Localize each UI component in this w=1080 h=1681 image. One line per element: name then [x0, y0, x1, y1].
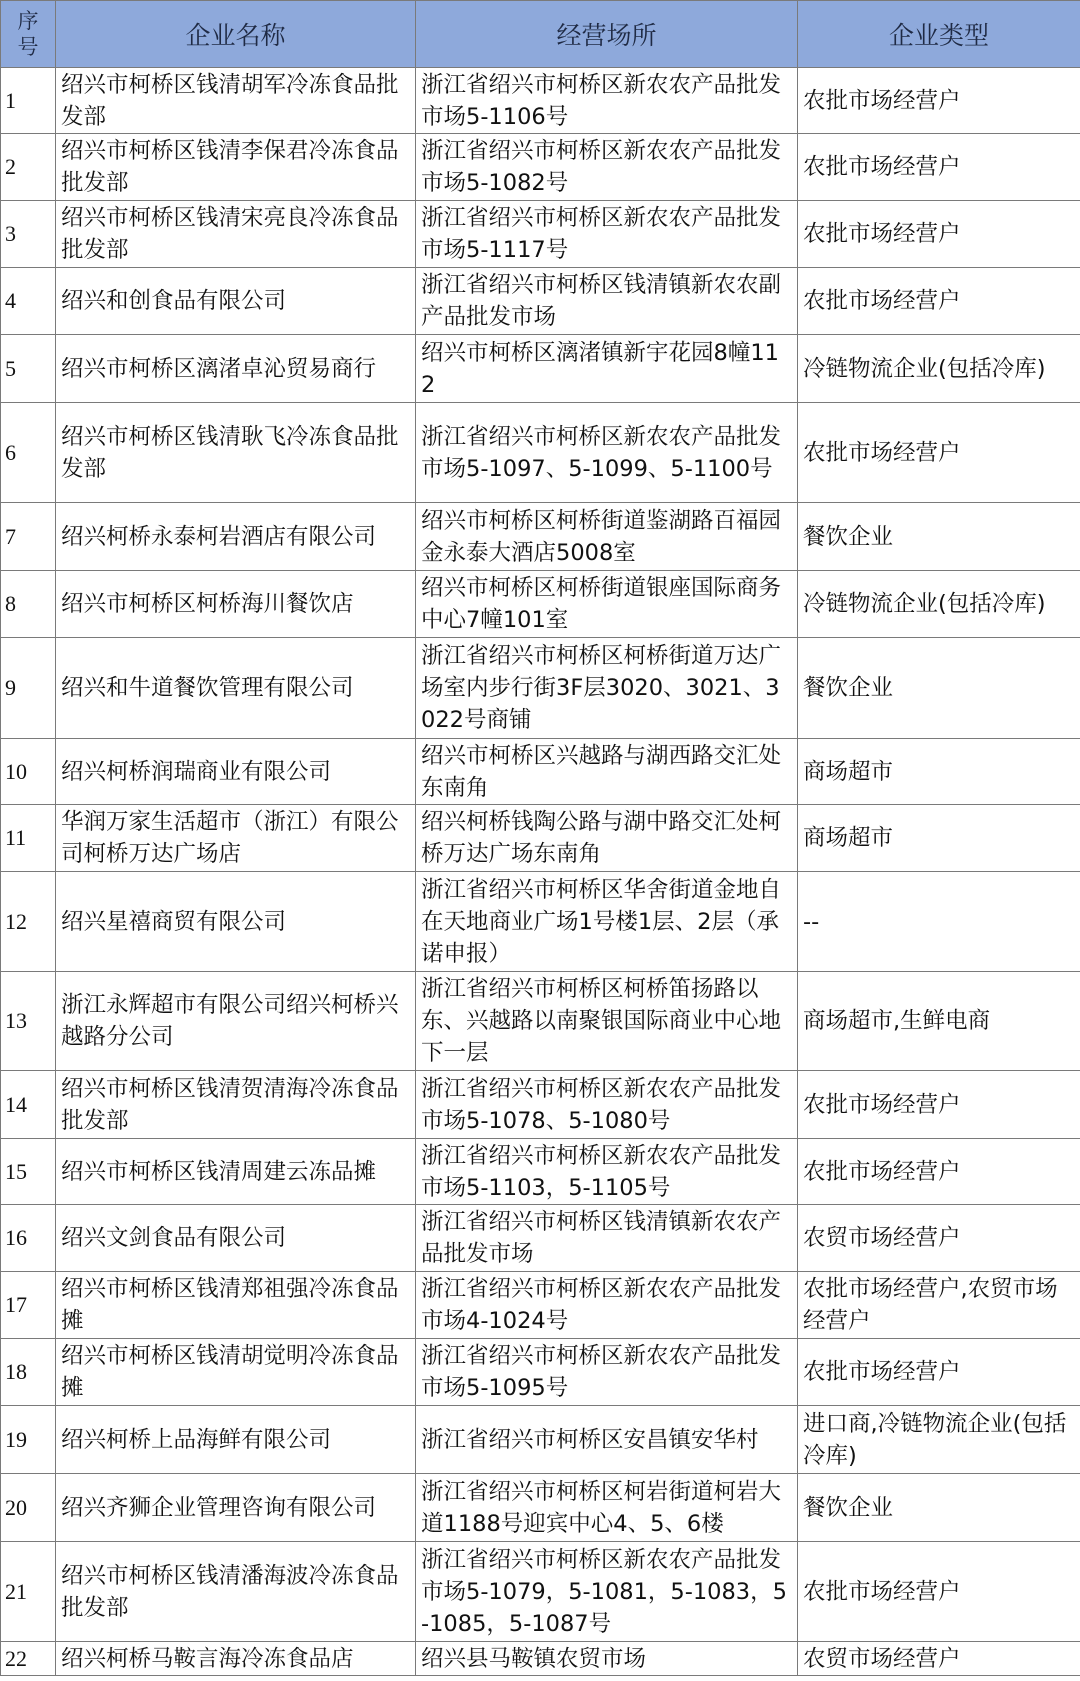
row-index: 4 — [1, 268, 56, 335]
table-row — [1, 805, 1080, 872]
row-company-name: 绍兴文剑食品有限公司 — [56, 1205, 416, 1272]
row-company-type: 商场超市,生鲜电商 — [798, 972, 1080, 1071]
row-business-address: 绍兴县马鞍镇农贸市场 — [416, 1642, 798, 1676]
row-company-type: 商场超市 — [798, 739, 1080, 805]
row-index: 6 — [1, 403, 56, 503]
table-row — [1, 1406, 1080, 1474]
row-index: 3 — [1, 201, 56, 268]
table-row — [1, 571, 1080, 638]
row-company-name: 绍兴齐狮企业管理咨询有限公司 — [56, 1474, 416, 1542]
row-index: 11 — [1, 805, 56, 872]
row-company-name: 绍兴市柯桥区漓渚卓沁贸易商行 — [56, 335, 416, 403]
row-index: 12 — [1, 872, 56, 972]
row-company-type: 农批市场经营户 — [798, 201, 1080, 268]
table-header — [1, 1, 1080, 68]
row-business-address: 浙江省绍兴市柯桥区新农农产品批发市场5-1095号 — [416, 1339, 798, 1406]
row-index: 10 — [1, 739, 56, 805]
row-company-type: 餐饮企业 — [798, 638, 1080, 739]
row-company-name: 绍兴市柯桥区钱清潘海波冷冻食品批发部 — [56, 1542, 416, 1642]
row-index: 14 — [1, 1071, 56, 1139]
row-company-name: 绍兴市柯桥区钱清李保君冷冻食品批发部 — [56, 134, 416, 201]
table-row — [1, 1339, 1080, 1406]
row-company-type: 进口商,冷链物流企业(包括冷库) — [798, 1406, 1080, 1474]
row-business-address: 浙江省绍兴市柯桥区新农农产品批发市场5-1103，5-1105号 — [416, 1139, 798, 1205]
row-business-address: 浙江省绍兴市柯桥区柯桥笛扬路以东、兴越路以南聚银国际商业中心地下一层 — [416, 972, 798, 1071]
row-business-address: 浙江省绍兴市柯桥区华舍街道金地自在天地商业广场1号楼1层、2层（承诺申报） — [416, 872, 798, 972]
row-index: 2 — [1, 134, 56, 201]
row-business-address: 绍兴市柯桥区漓渚镇新宇花园8幢112 — [416, 335, 798, 403]
row-company-name: 绍兴市柯桥区钱清郑祖强冷冻食品摊 — [56, 1272, 416, 1339]
table-row — [1, 1474, 1080, 1542]
row-company-type: 农贸市场经营户 — [798, 1205, 1080, 1272]
row-company-name: 绍兴市柯桥区钱清宋亮良冷冻食品批发部 — [56, 201, 416, 268]
row-company-type: 餐饮企业 — [798, 503, 1080, 571]
table-row — [1, 68, 1080, 134]
row-company-name: 绍兴市柯桥区钱清胡军冷冻食品批发部 — [56, 68, 416, 134]
row-business-address: 绍兴市柯桥区柯桥街道鉴湖路百福园金永泰大酒店5008室 — [416, 503, 798, 571]
row-company-name: 绍兴柯桥马鞍言海冷冻食品店 — [56, 1642, 416, 1676]
table-row — [1, 503, 1080, 571]
row-company-type: 餐饮企业 — [798, 1474, 1080, 1542]
row-company-type: 农批市场经营户 — [798, 68, 1080, 134]
table-row — [1, 268, 1080, 335]
row-company-name: 绍兴和牛道餐饮管理有限公司 — [56, 638, 416, 739]
row-company-name: 绍兴柯桥上品海鲜有限公司 — [56, 1406, 416, 1474]
row-business-address: 浙江省绍兴市柯桥区安昌镇安华村 — [416, 1406, 798, 1474]
row-business-address: 浙江省绍兴市柯桥区新农农产品批发市场5-1082号 — [416, 134, 798, 201]
row-index: 7 — [1, 503, 56, 571]
row-business-address: 浙江省绍兴市柯桥区新农农产品批发市场5-1117号 — [416, 201, 798, 268]
table-row — [1, 335, 1080, 403]
row-company-type: 农贸市场经营户 — [798, 1642, 1080, 1676]
row-index: 21 — [1, 1542, 56, 1642]
row-company-type: 商场超市 — [798, 805, 1080, 872]
row-business-address: 浙江省绍兴市柯桥区钱清镇新农农副产品批发市场 — [416, 268, 798, 335]
table-row — [1, 739, 1080, 805]
row-company-type: 农批市场经营户,农贸市场经营户 — [798, 1272, 1080, 1339]
row-company-type: 农批市场经营户 — [798, 403, 1080, 503]
table-row — [1, 1071, 1080, 1139]
row-company-name: 绍兴柯桥永泰柯岩酒店有限公司 — [56, 503, 416, 571]
row-company-type: 农批市场经营户 — [798, 1139, 1080, 1205]
row-company-type: 冷链物流企业(包括冷库) — [798, 571, 1080, 638]
row-business-address: 浙江省绍兴市柯桥区新农农产品批发市场4-1024号 — [416, 1272, 798, 1339]
row-index: 9 — [1, 638, 56, 739]
row-company-type: 农批市场经营户 — [798, 134, 1080, 201]
row-company-name: 绍兴和创食品有限公司 — [56, 268, 416, 335]
table-row — [1, 403, 1080, 503]
row-index: 18 — [1, 1339, 56, 1406]
row-company-name: 绍兴星禧商贸有限公司 — [56, 872, 416, 972]
table-row — [1, 1272, 1080, 1339]
row-index: 1 — [1, 68, 56, 134]
row-index: 19 — [1, 1406, 56, 1474]
row-company-name: 绍兴市柯桥区钱清周建云冻品摊 — [56, 1139, 416, 1205]
row-index: 16 — [1, 1205, 56, 1272]
row-business-address: 绍兴市柯桥区柯桥街道银座国际商务中心7幢101室 — [416, 571, 798, 638]
table-row — [1, 1139, 1080, 1205]
table-row — [1, 972, 1080, 1071]
row-company-name: 绍兴市柯桥区钱清贺清海冷冻食品批发部 — [56, 1071, 416, 1139]
row-index: 15 — [1, 1139, 56, 1205]
header-business-address: 经营场所 — [416, 1, 798, 68]
header-company-type: 企业类型 — [798, 1, 1080, 68]
row-business-address: 浙江省绍兴市柯桥区新农农产品批发市场5-1106号 — [416, 68, 798, 134]
row-business-address: 浙江省绍兴市柯桥区柯岩街道柯岩大道1188号迎宾中心4、5、6楼 — [416, 1474, 798, 1542]
row-index: 13 — [1, 972, 56, 1071]
header-row — [1, 1, 1080, 68]
row-company-type: 农批市场经营户 — [798, 1071, 1080, 1139]
table-row — [1, 638, 1080, 739]
table-row — [1, 1205, 1080, 1272]
row-business-address: 绍兴市柯桥区兴越路与湖西路交汇处东南角 — [416, 739, 798, 805]
row-company-name: 绍兴市柯桥区钱清胡觉明冷冻食品摊 — [56, 1339, 416, 1406]
row-company-name: 绍兴柯桥润瑞商业有限公司 — [56, 739, 416, 805]
row-business-address: 浙江省绍兴市柯桥区柯桥街道万达广场室内步行街3F层3020、3021、3022号商铺 — [416, 638, 798, 739]
row-company-name: 绍兴市柯桥区柯桥海川餐饮店 — [56, 571, 416, 638]
table-body — [1, 68, 1080, 1676]
row-index: 17 — [1, 1272, 56, 1339]
table-row — [1, 1642, 1080, 1676]
row-company-type: 农批市场经营户 — [798, 1542, 1080, 1642]
row-business-address: 浙江省绍兴市柯桥区新农农产品批发市场5-1079，5-1081，5-1083，5-1085，5-1087号 — [416, 1542, 798, 1642]
row-company-type: 冷链物流企业(包括冷库) — [798, 335, 1080, 403]
row-company-name: 绍兴市柯桥区钱清耿飞冷冻食品批发部 — [56, 403, 416, 503]
table-row — [1, 1542, 1080, 1642]
row-business-address: 绍兴柯桥钱陶公路与湖中路交汇处柯桥万达广场东南角 — [416, 805, 798, 872]
row-index: 5 — [1, 335, 56, 403]
table-row — [1, 134, 1080, 201]
row-business-address: 浙江省绍兴市柯桥区新农农产品批发市场5-1078、5-1080号 — [416, 1071, 798, 1139]
row-index: 20 — [1, 1474, 56, 1542]
row-company-type: 农批市场经营户 — [798, 268, 1080, 335]
row-company-type: -- — [798, 872, 1080, 972]
row-business-address: 浙江省绍兴市柯桥区新农农产品批发市场5-1097、5-1099、5-1100号 — [416, 403, 798, 503]
row-company-type: 农批市场经营户 — [798, 1339, 1080, 1406]
row-business-address: 浙江省绍兴市柯桥区钱清镇新农农产品批发市场 — [416, 1205, 798, 1272]
table-row — [1, 201, 1080, 268]
header-company-name: 企业名称 — [56, 1, 416, 68]
row-company-name: 浙江永辉超市有限公司绍兴柯桥兴越路分公司 — [56, 972, 416, 1071]
table-row — [1, 872, 1080, 972]
row-index: 22 — [1, 1642, 56, 1676]
row-index: 8 — [1, 571, 56, 638]
header-index: 序号 — [1, 1, 56, 68]
row-company-name: 华润万家生活超市（浙江）有限公司柯桥万达广场店 — [56, 805, 416, 872]
